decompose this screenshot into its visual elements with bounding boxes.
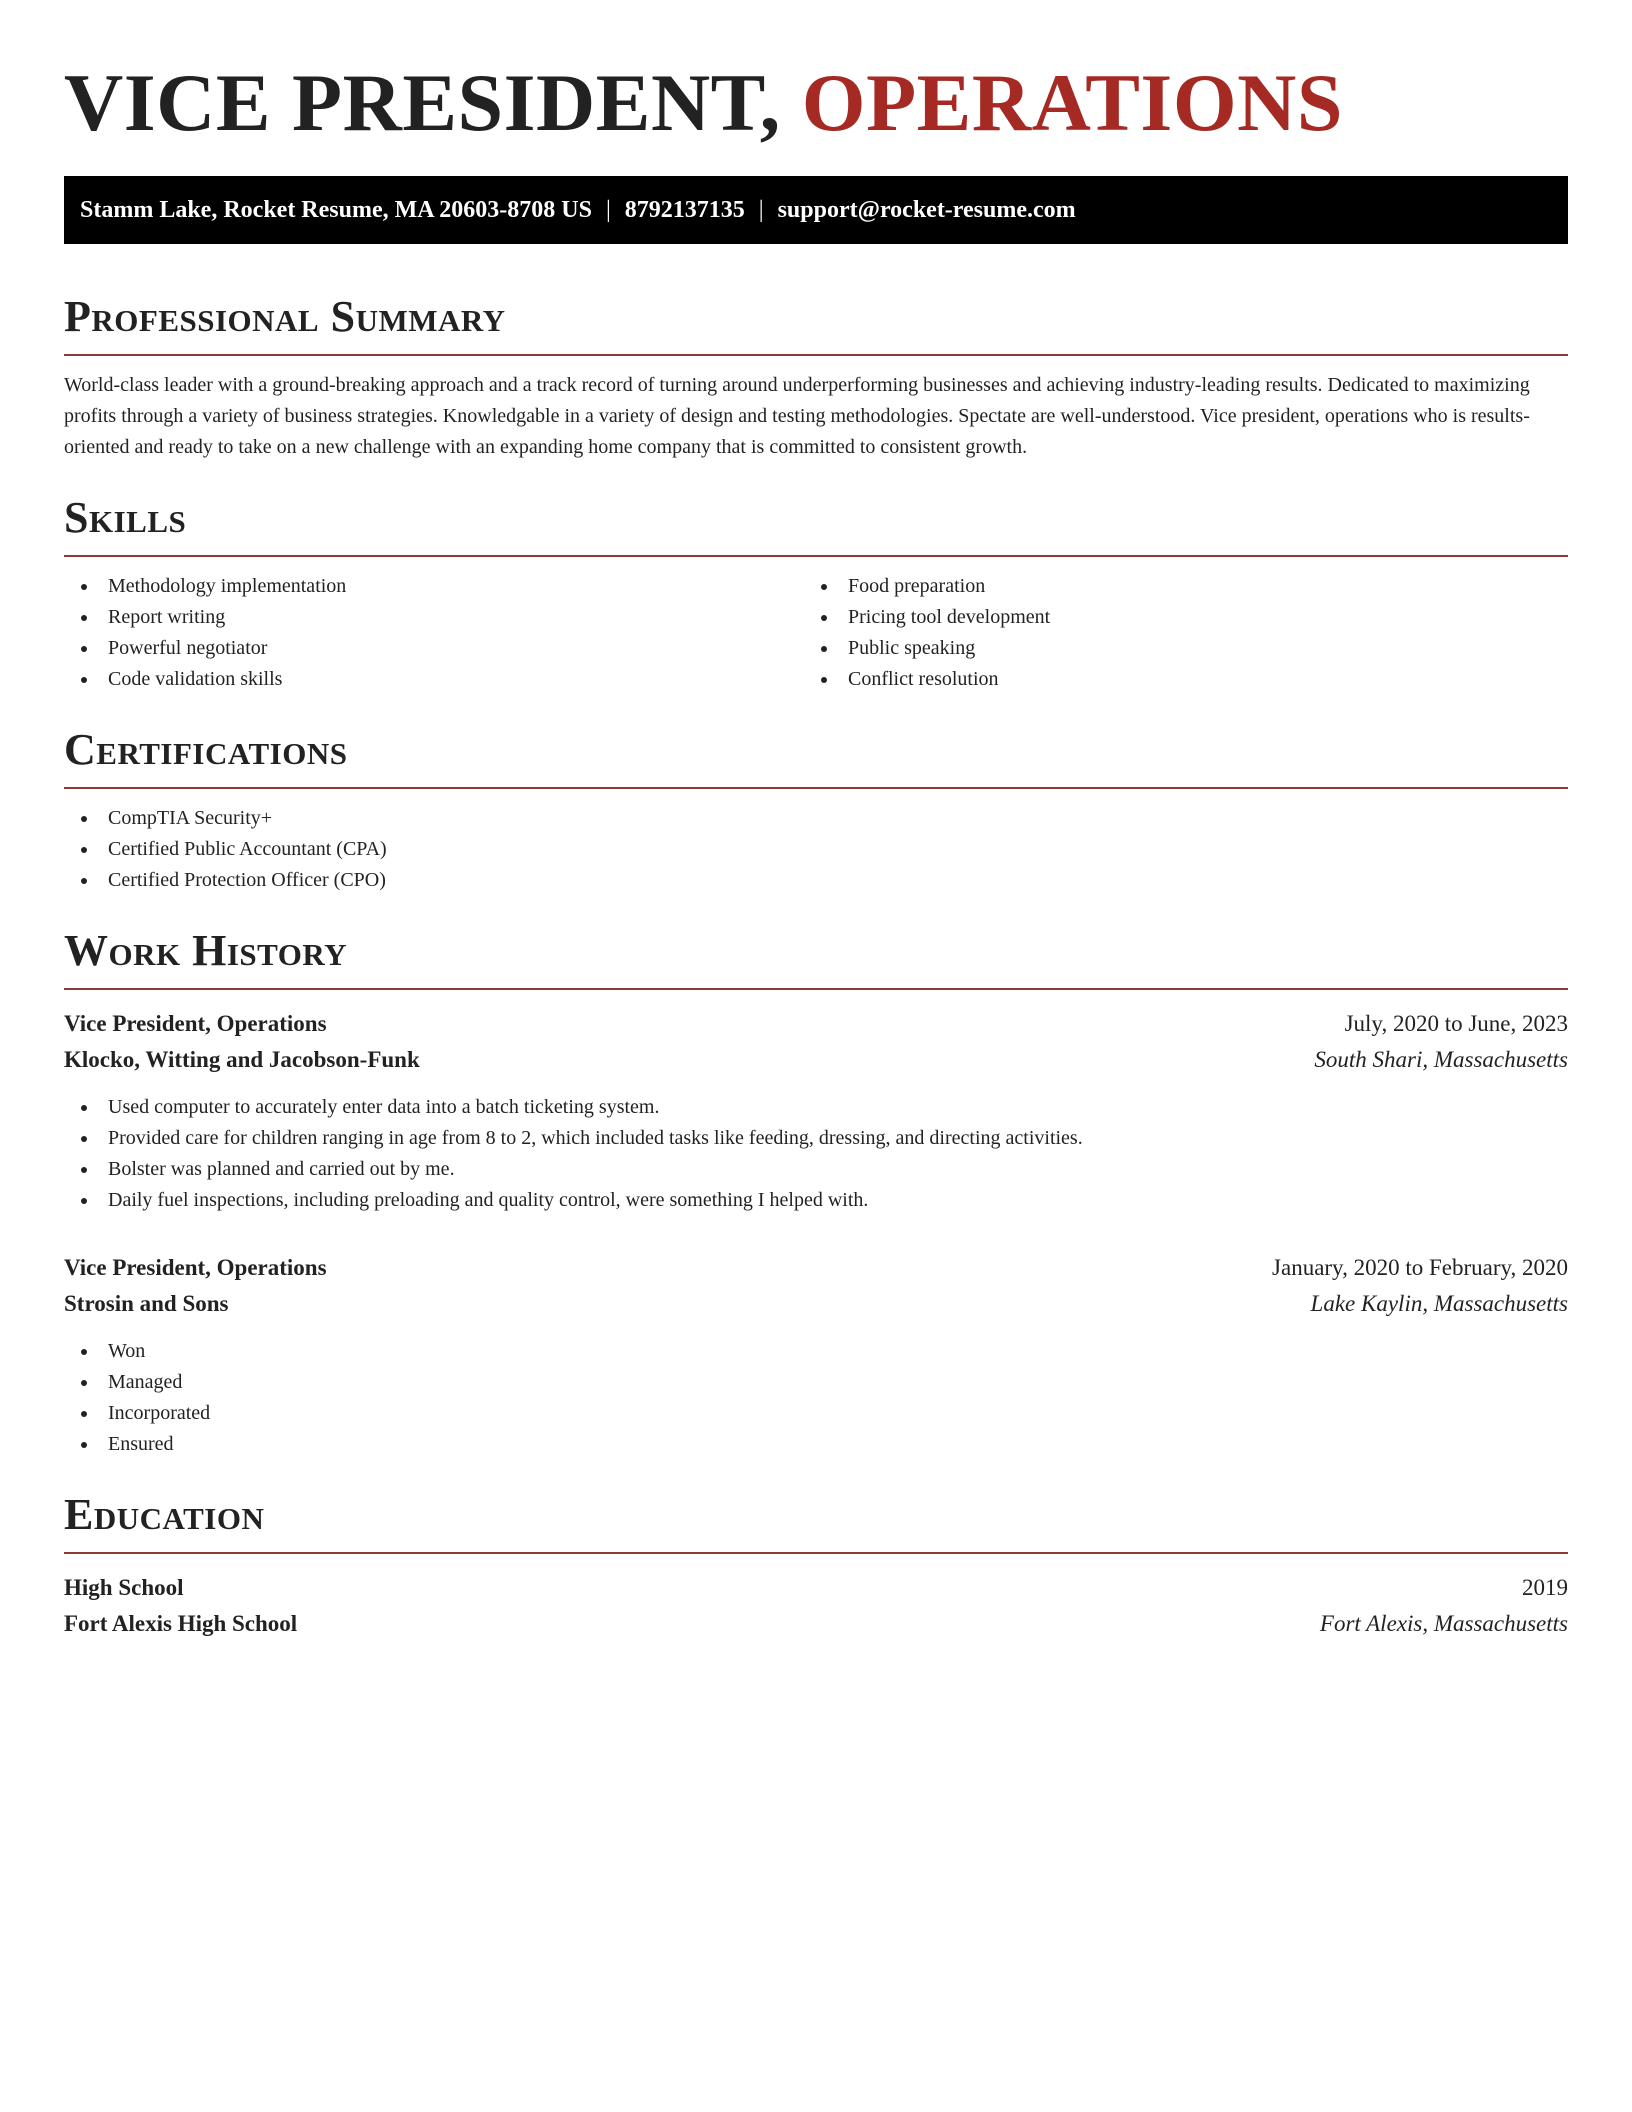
- bullet-icon: [81, 878, 87, 884]
- job-duty: [64, 1092, 1568, 1123]
- skills-list-left: [64, 571, 804, 695]
- skill-item: [64, 633, 804, 664]
- job-duty-text: Provided care for children ranging in age from 8 to 2, which included tasks like feeding, dressing, and directing activities.: [108, 1127, 1083, 1149]
- bullet-icon: [81, 646, 87, 652]
- job-duty-text: Daily fuel inspections, including preloading and quality control, were something I helped with.: [108, 1189, 869, 1211]
- skill-label: Conflict resolution: [848, 668, 999, 690]
- skill-item: [804, 602, 1544, 633]
- section-heading-work-history: Work History: [64, 926, 348, 975]
- section-heading-skills: Skills: [64, 493, 187, 542]
- certification-label: Certified Protection Officer (CPO): [108, 869, 386, 891]
- education-school: Fort Alexis High School: [64, 1611, 298, 1636]
- certification-item: [64, 834, 1568, 865]
- job-duty: [64, 1154, 1568, 1185]
- certification-item: [64, 865, 1568, 896]
- job-location: Lake Kaylin, Massachusetts: [1310, 1291, 1568, 1316]
- bullet-icon: [81, 615, 87, 621]
- bullet-icon: [81, 816, 87, 822]
- job-location: South Shari, Massachusetts: [1314, 1047, 1568, 1072]
- job-company-row: [64, 1286, 1568, 1322]
- contact-address: Stamm Lake, Rocket Resume, MA 20603-8708 US: [80, 196, 592, 223]
- job-title: Vice President, Operations: [64, 1255, 327, 1280]
- job-entry: [64, 1006, 1568, 1216]
- bullet-icon: [81, 1167, 87, 1173]
- education-header-row: [64, 1570, 1568, 1606]
- job-title: Vice President, Operations: [64, 1011, 327, 1036]
- education-location: Fort Alexis, Massachusetts: [1319, 1611, 1568, 1636]
- bullet-icon: [81, 1380, 87, 1386]
- contact-bar: [64, 176, 1568, 244]
- contact-email: support@rocket-resume.com: [777, 196, 1076, 223]
- job-duty: [64, 1398, 1568, 1429]
- certification-label: Certified Public Accountant (CPA): [108, 838, 387, 860]
- skill-item: [64, 571, 804, 602]
- job-duty-text: Won: [108, 1340, 146, 1362]
- job-entry: [64, 1250, 1568, 1460]
- job-duty: [64, 1429, 1568, 1460]
- contact-separator: |: [758, 196, 764, 223]
- title-accent: OPERATIONS: [801, 57, 1343, 148]
- contact-phone: 8792137135: [624, 196, 745, 223]
- job-dates: July, 2020 to June, 2023: [1344, 1011, 1568, 1036]
- job-duty-text: Incorporated: [108, 1402, 211, 1424]
- skills-grid: [64, 557, 1568, 695]
- education-school-row: [64, 1606, 1568, 1642]
- job-company: Strosin and Sons: [64, 1291, 229, 1316]
- skills-list-right: [804, 571, 1544, 695]
- job-duty-text: Used computer to accurately enter data into a batch ticketing system.: [108, 1096, 660, 1118]
- skill-label: Powerful negotiator: [108, 637, 268, 659]
- education-entry: [64, 1570, 1568, 1642]
- skill-label: Code validation skills: [108, 668, 283, 690]
- skill-item: [804, 571, 1544, 602]
- job-company: Klocko, Witting and Jacobson-Funk: [64, 1047, 420, 1072]
- section-divider: [64, 1552, 1568, 1554]
- job-duties-list: [64, 1336, 1568, 1460]
- job-duty: [64, 1367, 1568, 1398]
- job-duty: [64, 1336, 1568, 1367]
- job-duty-text: Bolster was planned and carried out by me.: [108, 1158, 455, 1180]
- skill-item: [64, 664, 804, 695]
- bullet-icon: [81, 847, 87, 853]
- job-duty: [64, 1123, 1568, 1154]
- bullet-icon: [81, 1198, 87, 1204]
- bullet-icon: [81, 677, 87, 683]
- job-duties-list: [64, 1092, 1568, 1216]
- education-year: 2019: [1522, 1575, 1568, 1600]
- skill-item: [804, 633, 1544, 664]
- section-divider: [64, 988, 1568, 990]
- skill-label: Food preparation: [848, 575, 986, 597]
- job-header-row: [64, 1250, 1568, 1286]
- job-header-row: [64, 1006, 1568, 1042]
- job-duty: [64, 1185, 1568, 1216]
- job-company-row: [64, 1042, 1568, 1078]
- bullet-icon: [81, 1442, 87, 1448]
- skill-label: Pricing tool development: [848, 606, 1051, 628]
- bullet-icon: [821, 584, 827, 590]
- resume-title: [64, 48, 1568, 158]
- education-degree: High School: [64, 1575, 184, 1600]
- certification-item: [64, 803, 1568, 834]
- skill-label: Public speaking: [848, 637, 976, 659]
- skill-label: Report writing: [108, 606, 226, 628]
- certifications-list: [64, 803, 1568, 896]
- bullet-icon: [821, 646, 827, 652]
- skill-label: Methodology implementation: [108, 575, 347, 597]
- bullet-icon: [81, 1411, 87, 1417]
- bullet-icon: [81, 1105, 87, 1111]
- job-duty-text: Managed: [108, 1371, 183, 1393]
- section-divider: [64, 787, 1568, 789]
- skill-item: [804, 664, 1544, 695]
- contact-separator: |: [605, 196, 611, 223]
- bullet-icon: [81, 584, 87, 590]
- bullet-icon: [81, 1136, 87, 1142]
- section-heading-education: Education: [64, 1490, 265, 1539]
- job-duty-text: Ensured: [108, 1433, 174, 1455]
- bullet-icon: [821, 677, 827, 683]
- section-divider: [64, 354, 1568, 356]
- bullet-icon: [81, 1349, 87, 1355]
- certification-label: CompTIA Security+: [108, 807, 273, 829]
- section-heading-certifications: Certifications: [64, 725, 348, 774]
- bullet-icon: [821, 615, 827, 621]
- title-main: VICE PRESIDENT,: [64, 57, 781, 148]
- section-heading-summary: Professional Summary: [64, 292, 506, 341]
- job-dates: January, 2020 to February, 2020: [1272, 1255, 1568, 1280]
- summary-text: World-class leader with a ground-breaking approach and a track record of turning around underperforming businesses and achieving industry-leading results. Dedicated to maximizing profits through a variety of business strategies. Knowledgable in a variety of design and testing methodologies. Spectate are well-understood. Vice president, operations who is results-oriented and ready to take on a new challenge with an expanding home company that is committed to consistent growth.: [64, 374, 1530, 458]
- skill-item: [64, 602, 804, 633]
